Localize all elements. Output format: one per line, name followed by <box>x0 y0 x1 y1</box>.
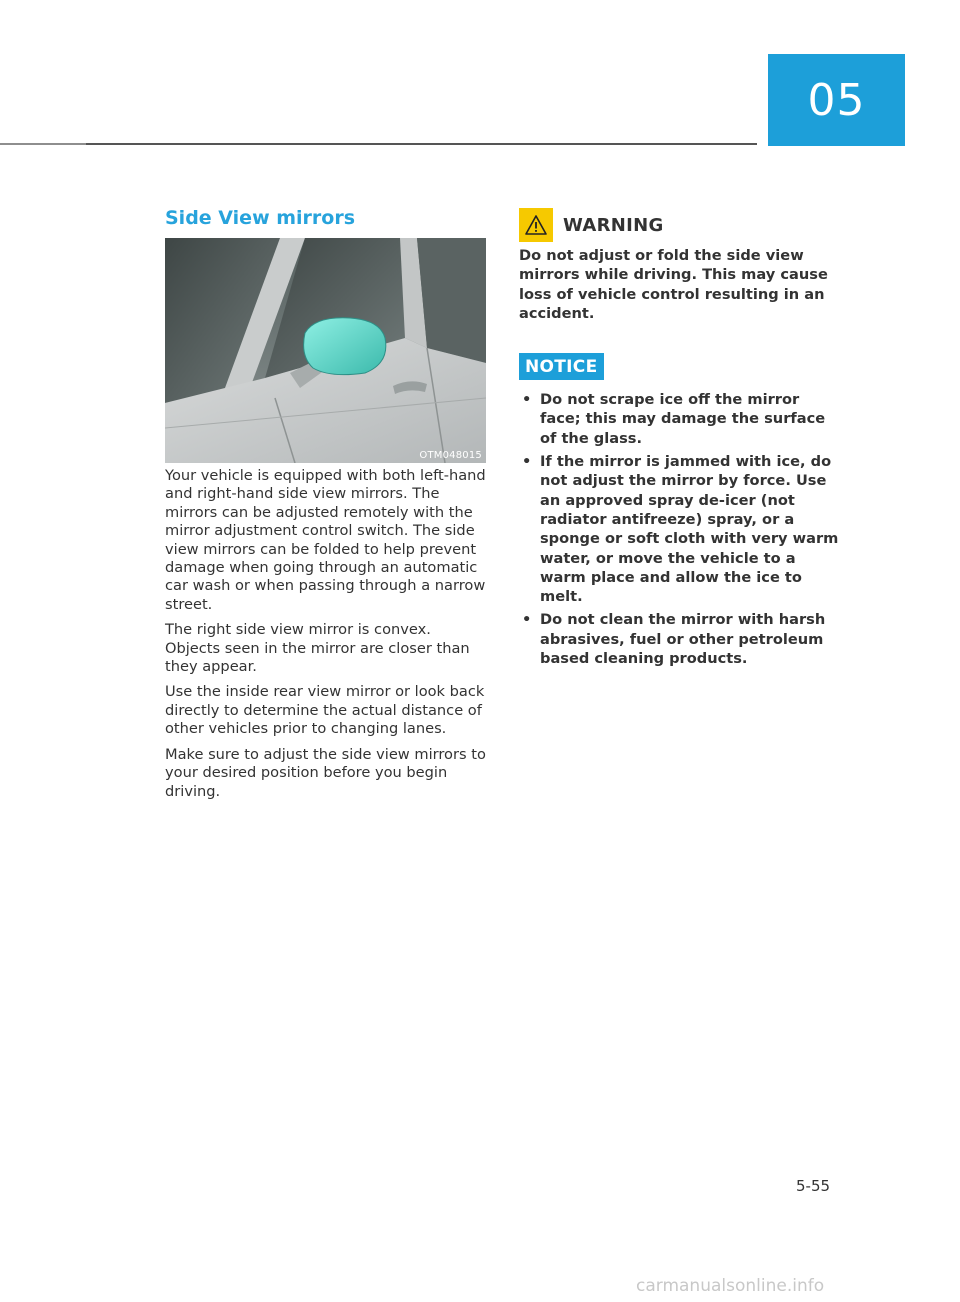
body-paragraph: Use the inside rear view mirror or look back directly to determine the actual distance of other vehicles prior to changing lanes. <box>165 683 485 738</box>
watermark: carmanualsonline.info <box>636 1276 825 1296</box>
body-paragraph: Make sure to adjust the side view mirrors to your desired position before you begin driving. <box>165 745 486 800</box>
page-number: 5-55 <box>796 1177 831 1195</box>
side-mirror-figure <box>165 238 486 463</box>
chapter-tab: 05 <box>768 54 905 146</box>
warning-text: Do not adjust or fold the side view mirrors while driving. This may cause loss of vehicle control resulting in an accident. <box>519 247 828 322</box>
notice-item <box>519 610 844 668</box>
section-title: Side View mirrors <box>165 207 356 229</box>
bullet-icon: • <box>522 391 532 409</box>
safety-column <box>519 208 844 672</box>
notice-item <box>519 452 844 606</box>
notice-item-text: Do not clean the mirror with harsh abrasives, fuel or other petroleum based cleaning products. <box>540 611 826 668</box>
warning-triangle-icon <box>519 208 553 242</box>
figure-code: OTM048015 <box>419 450 482 461</box>
notice-item <box>519 390 844 448</box>
bullet-icon: • <box>522 453 532 471</box>
warning-header <box>519 208 844 242</box>
body-text <box>165 467 490 808</box>
notice-badge: NOTICE <box>519 353 604 380</box>
body-paragraph: The right side view mirror is convex. Objects seen in the mirror are closer than they appear. <box>165 621 470 676</box>
notice-item-text: If the mirror is jammed with ice, do not adjust the mirror by force. Use an approved spray de-icer (not radiator antifreeze) spray, or a sponge or soft cloth with very warm water, or move the vehicle to a warm place and allow the ice to melt. <box>540 453 839 606</box>
notice-item-text: Do not scrape ice off the mirror face; this may damage the surface of the glass. <box>540 391 826 447</box>
body-paragraph: Your vehicle is equipped with both left-hand and right-hand side view mirrors. The mirrors can be adjusted remotely with the mirror adjustment control switch. The side view mirrors can be folded to help prevent damage when going through an automatic car wash or when passing through a narrow street. <box>165 467 486 613</box>
warning-label: WARNING <box>563 214 664 236</box>
notice-list <box>519 390 844 668</box>
bullet-icon: • <box>522 611 532 629</box>
car-side-mirror-illustration <box>165 238 486 463</box>
header-rule-accent <box>86 143 757 145</box>
